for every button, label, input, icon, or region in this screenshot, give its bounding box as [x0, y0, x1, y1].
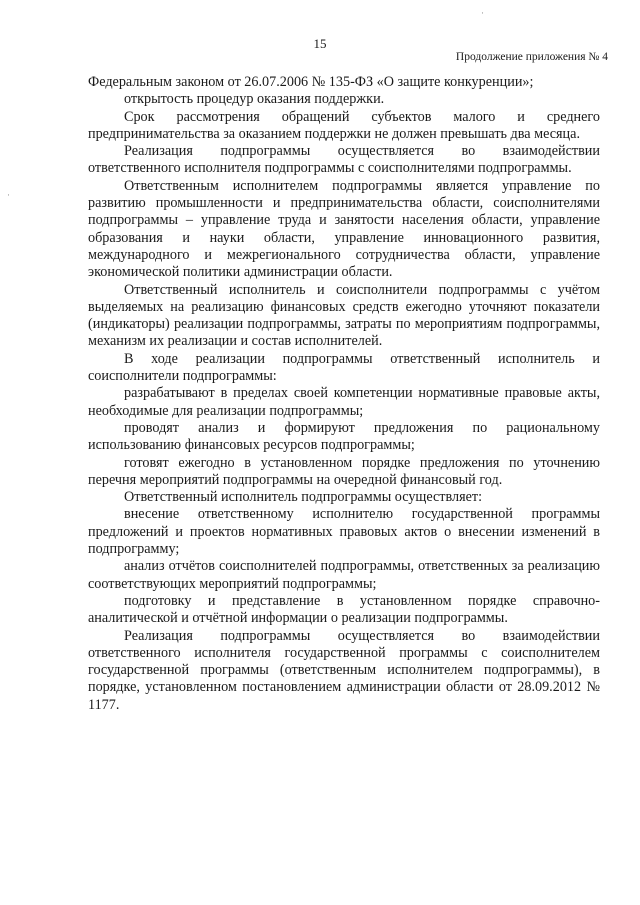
paragraph: Срок рассмотрения обращений субъектов малого и среднего предпринимательства за оказанием поддержки не должен превышать два месяца.	[88, 108, 600, 142]
paragraph: Реализация подпрограммы осуществляется во взаимодействии ответственного исполнителя государственной программы с соисполнителем государственной программы (ответственным исполнителем подпрограммы), в порядке, установленном постановлением администрации области от 28.09.2012 № 1177.	[88, 627, 600, 713]
appendix-continuation-note: Продолжение приложения № 4	[455, 51, 608, 63]
paragraph: Федеральным законом от 26.07.2006 № 135-ФЗ «О защите конкуренции»;	[88, 74, 534, 90]
paragraph: анализ отчётов соисполнителей подпрограммы, ответственных за реализацию соответствующих мероприятий подпрограммы;	[88, 558, 600, 592]
scan-speck: ·	[481, 8, 484, 18]
paragraph: Ответственным исполнителем подпрограммы является управление по развитию промышленности и предпринимательства области, соисполнителями подпрограммы – управление труда и занятости населения области, управление образования и науки области, управление инновационного развития, международного и межрегионального сотрудничества области, управление экономической политики администрации области.	[88, 177, 600, 281]
paragraph: подготовку и представление в установленном порядке справочно-аналитической и отчётной информации о реализации подпрограммы.	[88, 592, 600, 627]
paragraph: разрабатывают в пределах своей компетенции нормативные правовые акты, необходимые для реализации подпрограммы;	[88, 385, 600, 419]
paragraph: Ответственный исполнитель подпрограммы осуществляет:	[124, 489, 483, 506]
paragraph: В ходе реализации подпрограммы ответственный исполнитель и соисполнители подпрограммы:	[88, 350, 600, 385]
paragraph: Ответственный исполнитель и соисполнители подпрограммы с учётом выделяемых на реализацию финансовых средств ежегодно уточняют показатели (индикаторы) реализации подпрограммы, затраты по мероприятиям подпрограммы, механизм их реализации и состав исполнителей.	[88, 281, 600, 350]
page-number: 15	[313, 36, 327, 51]
paragraph: открытость процедур оказания поддержки.	[124, 91, 385, 108]
document-body	[88, 74, 600, 714]
paragraph: проводят анализ и формируют предложения по рациональному использованию финансовых ресурсов подпрограммы;	[88, 419, 600, 454]
scan-speck-left: ·	[7, 190, 10, 200]
paragraph: Реализация подпрограммы осуществляется во взаимодействии ответственного исполнителя подпрограммы с соисполнителями подпрограммы.	[88, 143, 600, 177]
paragraph: внесение ответственному исполнителю государственной программы предложений и проектов нормативных правовых актов о внесении изменений в подпрограмму;	[88, 506, 600, 558]
paragraph: готовят ежегодно в установленном порядке предложения по уточнению перечня мероприятий подпрограммы на очередной финансовый год.	[88, 454, 600, 488]
